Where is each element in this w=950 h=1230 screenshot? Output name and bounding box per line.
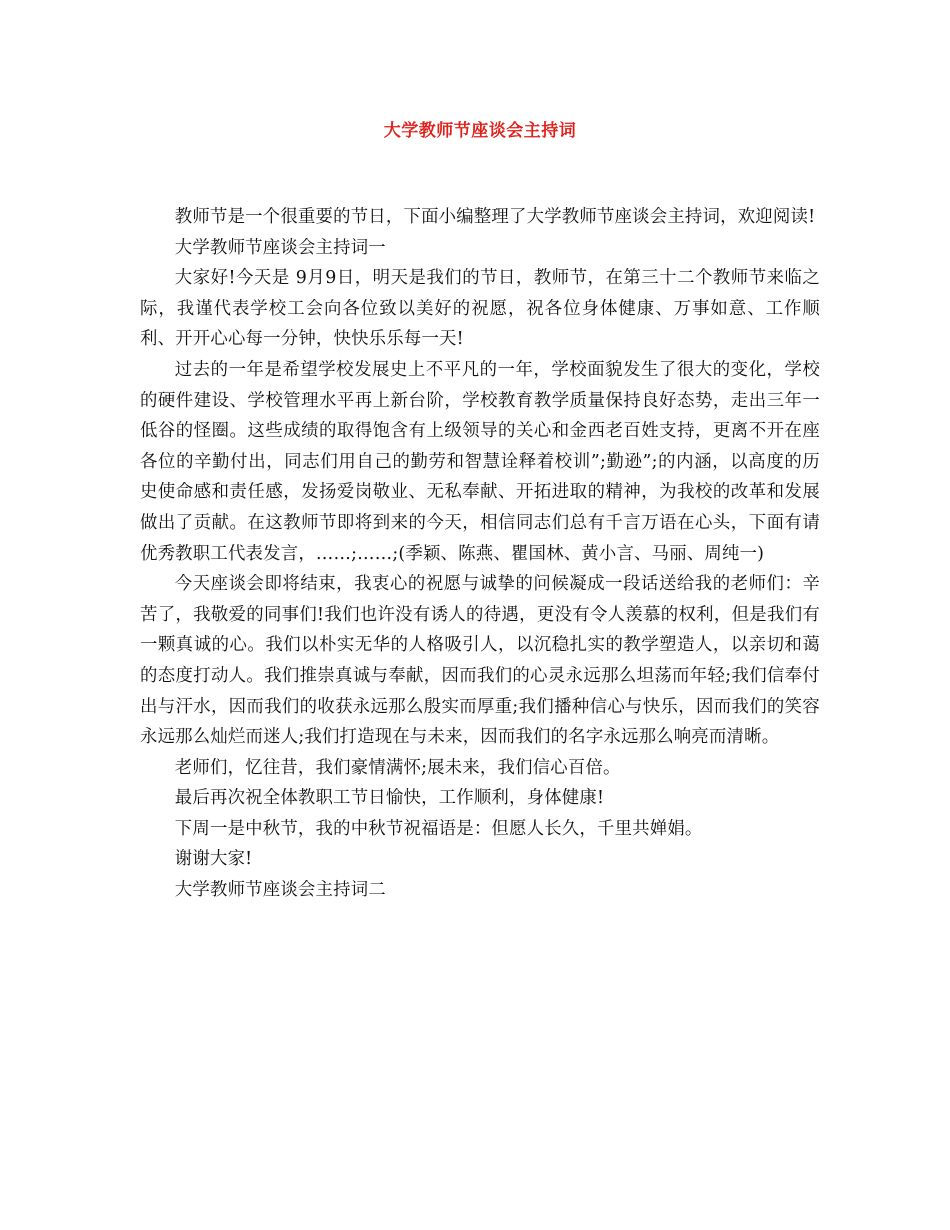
- teachers-paragraph: 老师们，忆往昔，我们豪情满怀;展未来，我们信心百倍。: [174, 757, 621, 778]
- document-body: [140, 202, 820, 906]
- wishes-paragraph: 最后再次祝全体教职工节日愉快，工作顺利，身体健康!: [174, 788, 605, 809]
- mid-autumn-paragraph: 下周一是中秋节，我的中秋节祝福语是：但愿人长久，千里共婵娟。: [174, 818, 703, 839]
- document-title: 大学教师节座谈会主持词: [383, 121, 577, 141]
- document-page: [140, 118, 820, 906]
- greeting-paragraph: 大家好!今天是 9月9日，明天是我们的节日，教师节，在第三十二个教师节来临之际，我谨代表学校工会向各位致以美好的祝愿，祝各位身体健康、万事如意、工作顺利、开开心心每一分钟，快快乐乐每一天!: [140, 268, 820, 350]
- closing-paragraph: 今天座谈会即将结束，我衷心的祝愿与诚挚的问候凝成一段话送给我的老师们：辛苦了，我敬爱的同事们!我们也许没有诱人的待遇，更没有令人羡慕的权利，但是我们有一颗真诚的心。我们以朴实无华的人格吸引人，以沉稳扎实的教学塑造人，以亲切和蔼的态度打动人。我们推崇真诚与奉献，因而我们的心灵永远那么坦荡而年轻;我们信奉付出与汗水，因而我们的收获永远那么殷实而厚重;我们播种信心与快乐，因而我们的笑容永远那么灿烂而迷人;我们打造现在与未来，因而我们的名字永远那么响亮而清晰。: [140, 574, 820, 748]
- section-heading-one: 大学教师节座谈会主持词一: [174, 237, 386, 258]
- thanks-paragraph: 谢谢大家!: [174, 849, 253, 870]
- intro-paragraph: 教师节是一个很重要的节日，下面小编整理了大学教师节座谈会主持词，欢迎阅读!: [174, 207, 816, 227]
- review-paragraph: 过去的一年是希望学校发展史上不平凡的一年，学校面貌发生了很大的变化，学校的硬件建设、学校管理水平再上新台阶，学校教育教学质量保持良好态势，走出三年一低谷的怪圈。这些成绩的取得饱含有上级领导的关心和金西老百姓支持，更离不开在座各位的辛勤付出，同志们用自己的勤劳和智慧诠释着校训”;勤逊”;的内涵，以高度的历史使命感和责任感，发扬爱岗敬业、无私奉献、开拓进取的精神，为我校的改革和发展做出了贡献。在这教师节即将到来的今天，相信同志们总有千言万语在心头，下面有请优秀教职工代表发言，……;……;(季颖、陈燕、瞿国林、黄小言、马丽、周纯一): [140, 359, 820, 564]
- section-heading-two: 大学教师节座谈会主持词二: [174, 880, 386, 901]
